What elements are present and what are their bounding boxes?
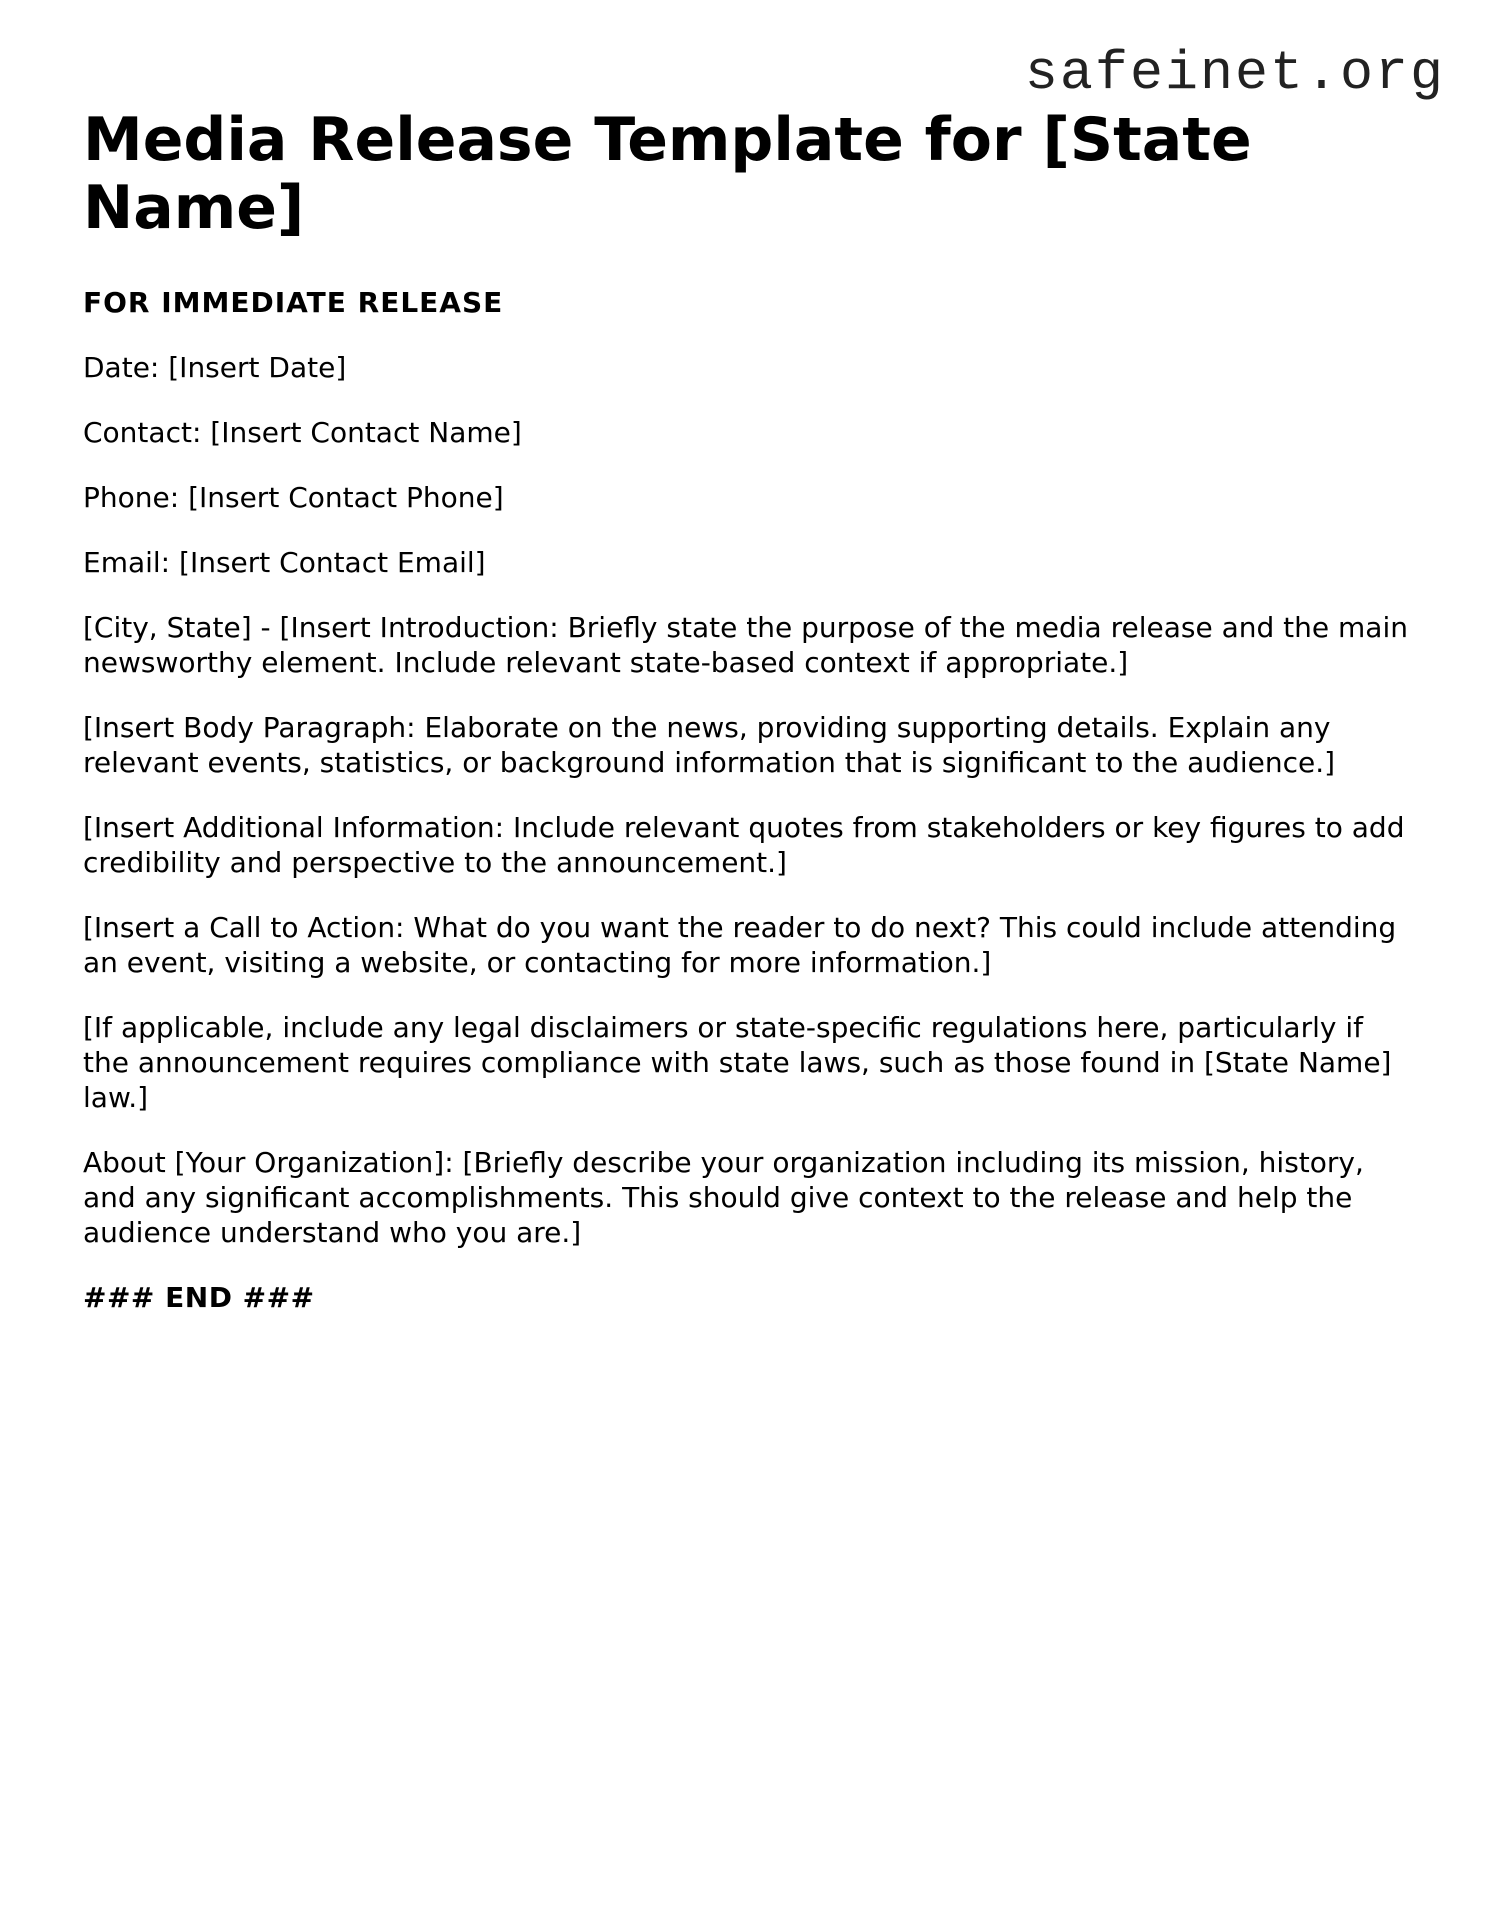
body-paragraph: [Insert Body Paragraph: Elaborate on the news, providing supporting details. Explain any relevant events, statistics, or background information that is significant to the audience.] — [83, 711, 1336, 779]
legal-disclaimer-paragraph: [If applicable, include any legal disclaimers or state-specific regulations here, particularly if the announcement requires compliance with state laws, such as those found in [State Name] law.] — [83, 1011, 1392, 1114]
call-to-action-paragraph: [Insert a Call to Action: What do you want the reader to do next? This could include attending an event, visiting a website, or contacting for more information.] — [83, 911, 1397, 979]
date-line: Date: [Insert Date] — [83, 351, 347, 384]
document-page — [83, 106, 1413, 1315]
introduction-paragraph: [City, State] - [Insert Introduction: Briefly state the purpose of the media release and the main newsworthy element. Include relevant state-based context if appropriate.] — [83, 611, 1408, 679]
site-watermark: safeinet.org — [1024, 42, 1445, 105]
phone-line: Phone: [Insert Contact Phone] — [83, 481, 504, 514]
email-line: Email: [Insert Contact Email] — [83, 546, 486, 579]
additional-info-paragraph: [Insert Additional Information: Include relevant quotes from stakeholders or key figures to add credibility and perspective to the announcement.] — [83, 811, 1405, 879]
end-marker: ### END ### — [83, 1281, 315, 1314]
document-title: Media Release Template for [State Name] — [83, 105, 1252, 243]
contact-line: Contact: [Insert Contact Name] — [83, 416, 522, 449]
release-label: FOR IMMEDIATE RELEASE — [83, 286, 504, 319]
about-organization-paragraph: About [Your Organization]: [Briefly describe your organization including its mission, history, and any significant accomplishments. This should give context to the release and help the audience understand who you are.] — [83, 1146, 1364, 1249]
